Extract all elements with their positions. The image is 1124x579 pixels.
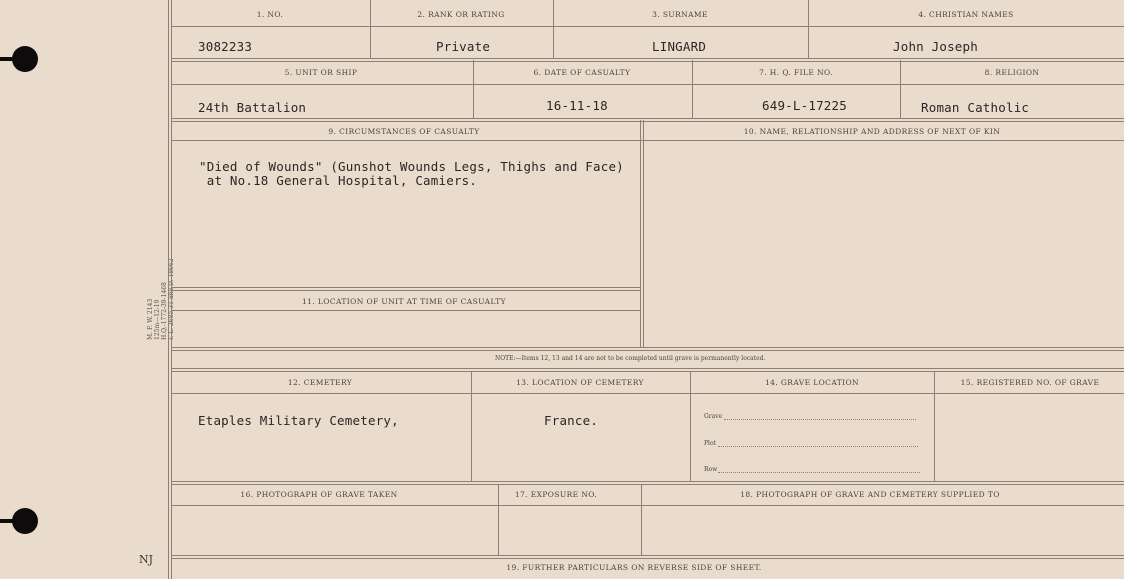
label-rank: 2. RANK OR RATING [417,10,505,19]
value-hq-file: 649-L-17225 [762,98,847,113]
label-grave: Grave [704,413,723,420]
rule-r3-inner [171,140,1124,141]
div-r1-c [808,0,809,58]
rule-r6-inner [171,505,1124,506]
div-r2-c [900,60,901,118]
label-grave-location: 14. GRAVE LOCATION [764,378,860,387]
div-r5-a [471,371,472,481]
label-no: 1. NO. [256,10,284,19]
frame-left [168,0,169,579]
label-cemetery: 12. CEMETERY [287,378,353,387]
punch-hole-top [12,46,38,72]
label-date-of-casualty: 6. DATE OF CASUALTY [533,68,631,77]
label-photo-supplied: 18. PHOTOGRAPH OF GRAVE AND CEMETERY SUPPLIED TO [740,490,1000,499]
div-r6-b [641,484,642,556]
label-circumstances: 9. CIRCUMSTANCES OF CASUALTY [328,127,480,136]
rule-r4-inner [171,310,640,311]
value-no: 3082233 [198,39,253,54]
punch-hole-bottom [12,508,38,534]
div-r1-a [370,0,371,58]
label-unit: 5. UNIT OR SHIP [284,68,358,77]
div-r5-b [690,371,691,481]
value-circumstances-line2: at No.18 General Hospital, Camiers. [199,173,478,188]
label-registered-grave: 15. REGISTERED NO. OF GRAVE [960,378,1100,387]
div-r2-a [473,60,474,118]
div-r6-a [498,484,499,556]
rule-r1 [171,26,1124,27]
div-r3-b [643,120,644,348]
rule-r6 [171,481,1124,485]
value-circumstances-line1: "Died of Wounds" (Gunshot Wounds Legs, Thighs and Face) [199,159,624,174]
label-plot: Plot [704,440,716,447]
value-unit: 24th Battalion [198,100,307,115]
value-surname: LINGARD [652,39,707,54]
label-christian-names: 4. CHRISTIAN NAMES [918,10,1014,19]
note-text: NOTE:—Items 12, 13 and 14 are not to be completed until grave is permanently located. [495,355,766,362]
label-location-of-unit: 11. LOCATION OF UNIT AT TIME OF CASUALTY [302,297,506,306]
rule-r3 [171,118,1124,122]
corner-mark: NJ [139,553,154,566]
label-hq-file: 7. H. Q. FILE NO. [759,68,833,77]
label-next-of-kin: 10. NAME, RELATIONSHIP AND ADDRESS OF NEXT OF KIN [743,127,1001,136]
rule-r4 [171,287,640,291]
div-r1-b [553,0,554,58]
value-christian-names: John Joseph [893,39,978,54]
value-religion: Roman Catholic [921,100,1030,115]
punch-hole-top-tab [0,57,14,61]
div-r3-a [640,120,641,348]
rule-r2 [171,58,1124,62]
label-location-of-cemetery: 13. LOCATION OF CEMETERY [516,378,644,387]
rule-r2-inner [171,84,1124,85]
div-r2-b [692,60,693,118]
label-religion: 8. RELIGION [984,68,1040,77]
value-rank: Private [436,39,491,54]
value-location-of-cemetery: France. [544,413,599,428]
label-photo-grave-taken: 16. PHOTOGRAPH OF GRAVE TAKEN [240,490,398,499]
value-cemetery: Etaples Military Cemetery, [198,413,399,428]
form-side-text: M. F. W. 2143 125m—12-19 H.Q.-1772-39-1468 I. L. 2685-31 and D. 18662 [147,258,175,340]
rule-footer [171,555,1124,559]
label-exposure-no: 17. EXPOSURE NO. [514,490,598,499]
row-dots [718,472,920,473]
label-surname: 3. SURNAME [652,10,708,19]
plot-dots [718,446,918,447]
rule-note-top [171,347,1124,351]
value-date-of-casualty: 16-11-18 [546,98,608,113]
rule-r5-inner [171,393,1124,394]
grave-dots [724,419,916,420]
punch-hole-bottom-tab [0,519,14,523]
label-row: Row [704,466,718,473]
rule-note-bottom [171,368,1124,372]
div-r5-c [934,371,935,481]
label-further: 19. FURTHER PARTICULARS ON REVERSE SIDE OF SHEET. [506,563,762,572]
